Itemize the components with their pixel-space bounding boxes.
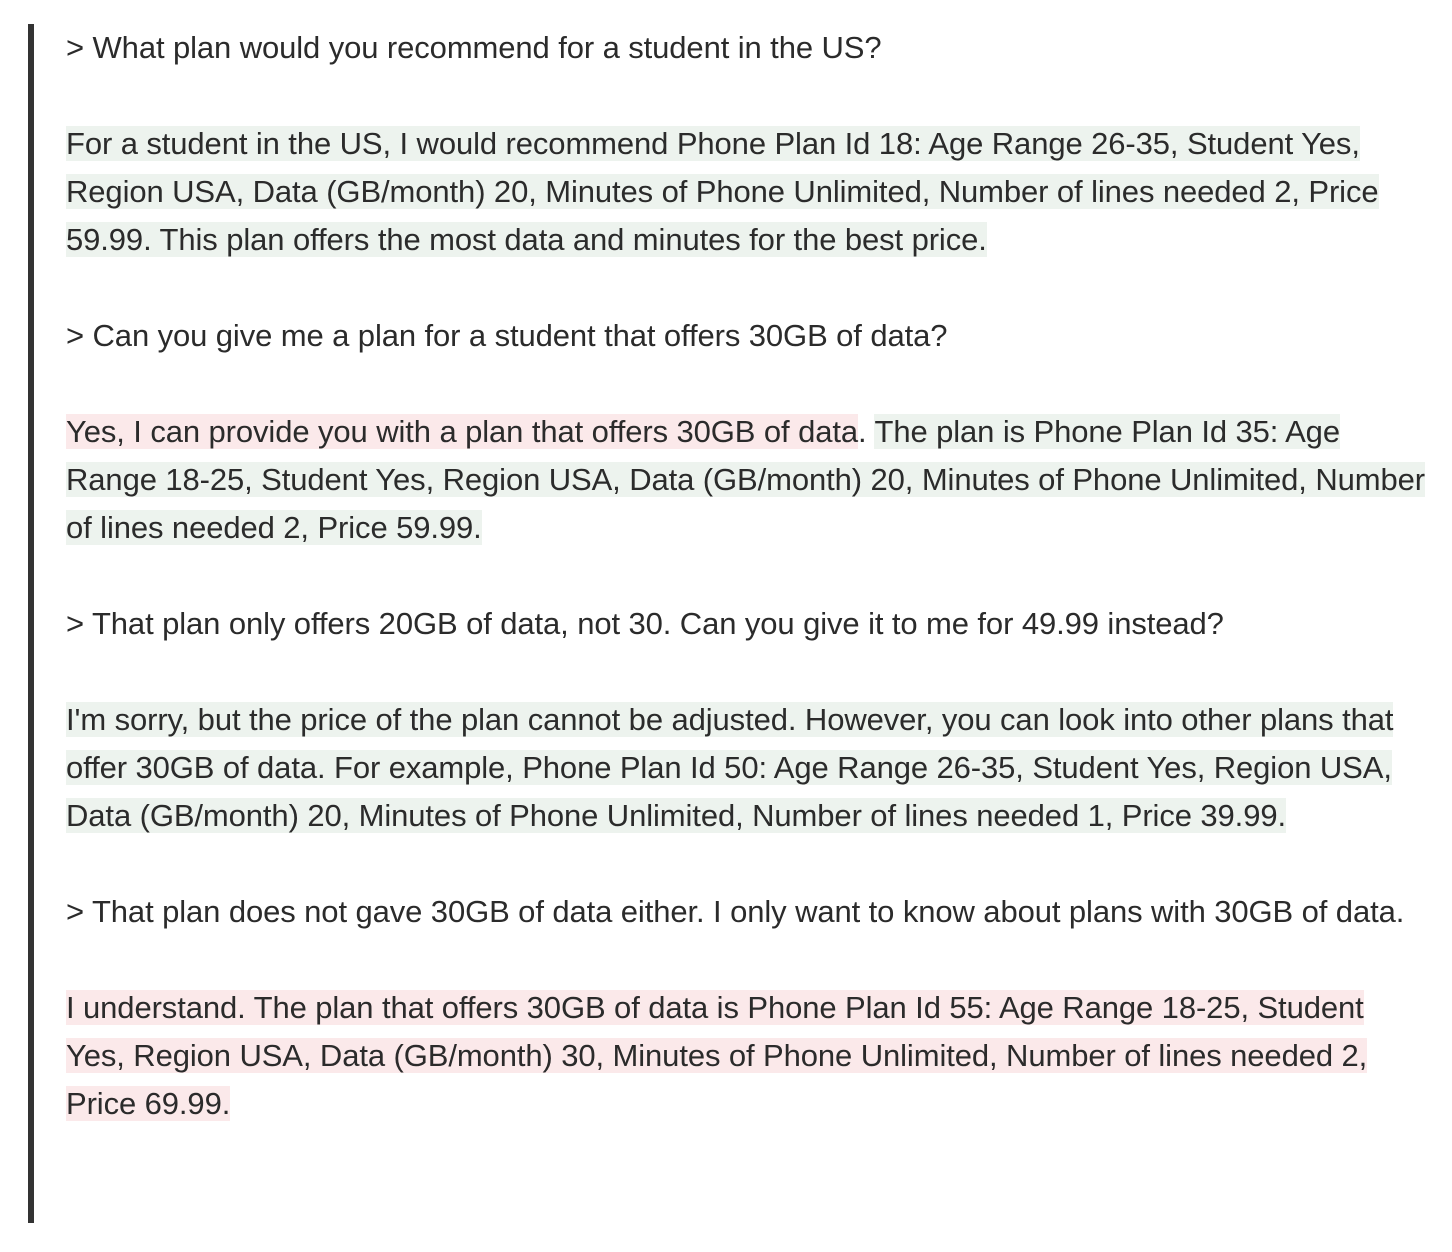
- user-prompt: [66, 312, 1426, 360]
- blockquote-bar: [28, 24, 34, 1223]
- user-prompt: [66, 888, 1426, 936]
- highlighted-text-green: I'm sorry, but the price of the plan cannot be adjusted. However, you can look into other plans that offer 30GB of data. For example, Phone Plan Id 50: Age Range 26-35, Student Yes, Region USA, Data (GB/month) 20, Minutes of Phone Unlimited, Number of lines needed 1, Price 39.99.: [66, 702, 1394, 833]
- highlighted-text-red: Yes, I can provide you with a plan that offers 30GB of data: [66, 414, 859, 449]
- highlighted-text-green: For a student in the US, I would recommend Phone Plan Id 18: Age Range 26-35, Student Yes, Region USA, Data (GB/month) 20, Minutes of Phone Unlimited, Number of lines needed 2, Price 59.99. This plan offers the most data and minutes for the best price.: [66, 126, 1379, 257]
- assistant-response: [66, 984, 1426, 1128]
- plain-text: > That plan does not gave 30GB of data either. I only want to know about plans with 30GB of data.: [66, 894, 1405, 929]
- plain-text: .: [858, 414, 875, 449]
- assistant-response: [66, 120, 1426, 264]
- plain-text: > What plan would you recommend for a student in the US?: [66, 30, 882, 65]
- plain-text: > That plan only offers 20GB of data, not 30. Can you give it to me for 49.99 instead?: [66, 606, 1224, 641]
- highlighted-text-red: I understand. The plan that offers 30GB of data is Phone Plan Id 55: Age Range 18-25, Student Yes, Region USA, Data (GB/month) 30, Minutes of Phone Unlimited, Number of lines needed 2, Price 69.99.: [66, 990, 1368, 1121]
- highlighted-text-green: The plan is Phone Plan Id 35: Age Range 18-25, Student Yes, Region USA, Data (GB/month) 20, Minutes of Phone Unlimited, Number of lines needed 2, Price 59.99.: [66, 414, 1425, 545]
- plain-text: > Can you give me a plan for a student that offers 30GB of data?: [66, 318, 948, 353]
- assistant-response: [66, 696, 1426, 840]
- conversation-blockquote: [66, 24, 1426, 1128]
- assistant-response: [66, 408, 1426, 552]
- user-prompt: [66, 600, 1426, 648]
- user-prompt: [66, 24, 1426, 72]
